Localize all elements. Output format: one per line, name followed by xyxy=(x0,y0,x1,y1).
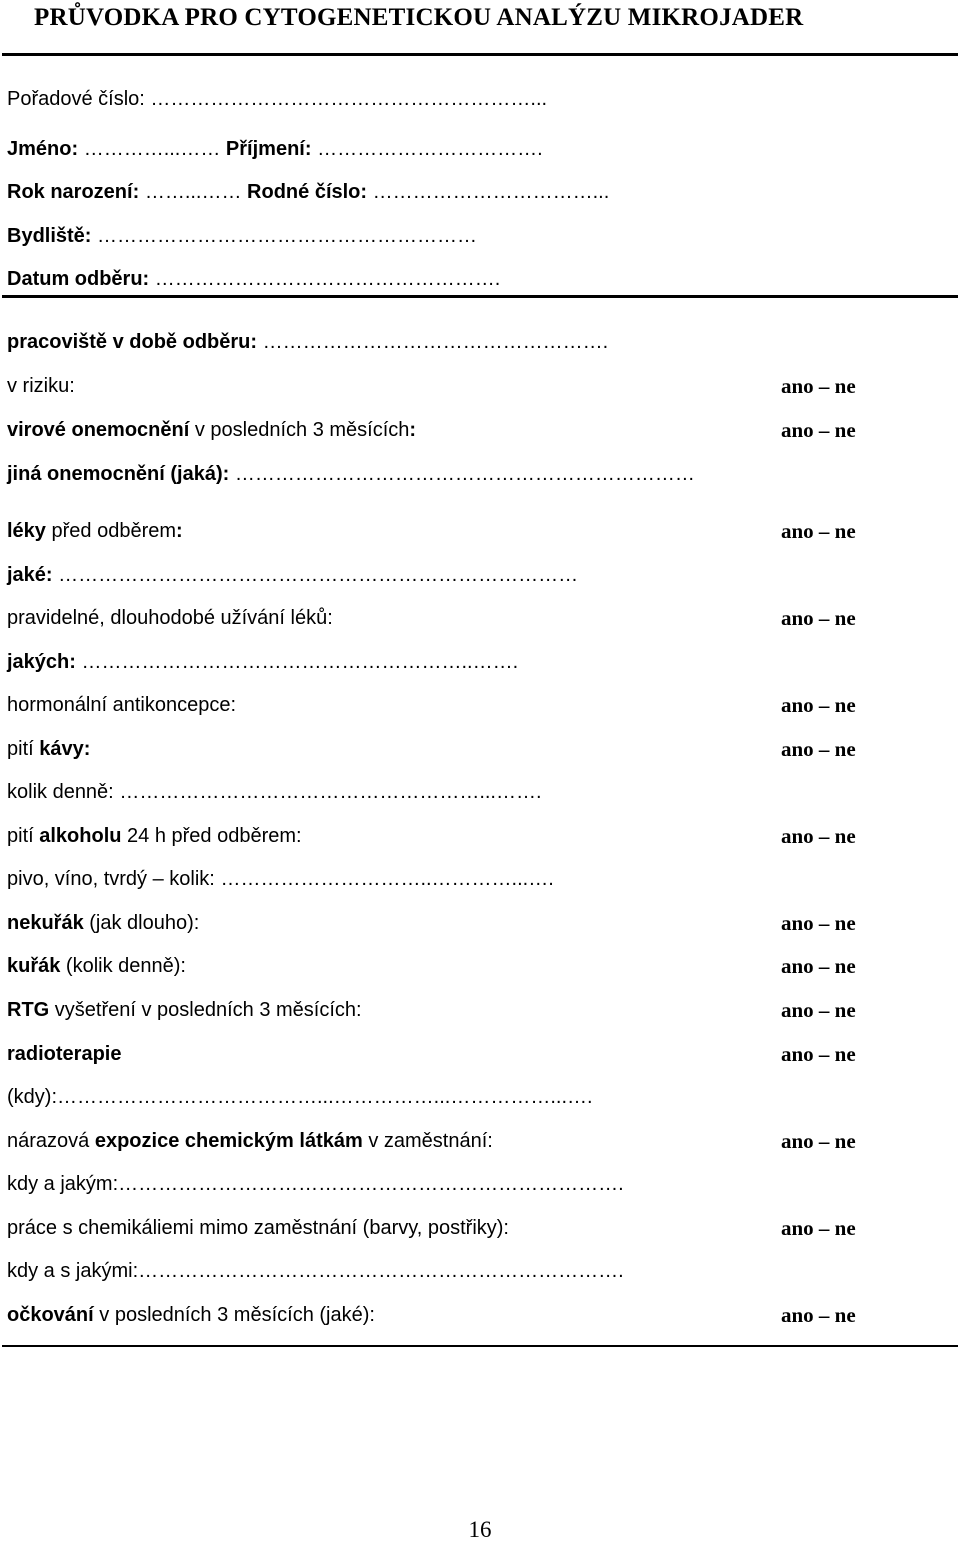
kdy-jakymi-field[interactable]: ………………………………………………………………. xyxy=(138,1260,624,1282)
hormonalni-answer[interactable]: ano – ne xyxy=(781,693,856,717)
kurak-row xyxy=(7,952,186,980)
bydliste-field[interactable]: ………………………………………………… xyxy=(97,225,478,247)
jmeno-row xyxy=(7,135,543,163)
pivo-field[interactable]: …………………………..…………...…. xyxy=(220,868,554,890)
v-riziku-answer[interactable]: ano – ne xyxy=(781,374,856,398)
bydliste-label: Bydliště: xyxy=(7,225,92,247)
jake-row xyxy=(7,561,578,589)
alkohol-label-rest: 24 h před odběrem: xyxy=(121,825,302,847)
kdy-jakymi-label: kdy a s jakými: xyxy=(7,1260,139,1282)
jmeno-label: Jméno: xyxy=(7,138,79,160)
poradove-cislo-label: Pořadové číslo: xyxy=(7,88,145,110)
leky-answer[interactable]: ano – ne xyxy=(781,519,856,543)
pravidelne-label: pravidelné, dlouhodobé užívání léků: xyxy=(7,607,333,629)
ockovani-row xyxy=(7,1301,375,1329)
rtg-answer[interactable]: ano – ne xyxy=(781,998,856,1022)
kava-answer[interactable]: ano – ne xyxy=(781,737,856,761)
rtg-row xyxy=(7,996,362,1024)
virove-label-rest: v posledních 3 měsících xyxy=(189,419,410,441)
datum-odberu-label: Datum odběru: xyxy=(7,268,150,290)
ockovani-answer[interactable]: ano – ne xyxy=(781,1303,856,1327)
alkohol-answer[interactable]: ano – ne xyxy=(781,824,856,848)
rodne-cislo-label: Rodné číslo: xyxy=(247,181,368,203)
nekurak-answer[interactable]: ano – ne xyxy=(781,911,856,935)
rodne-cislo-field[interactable]: ……………………………... xyxy=(372,181,610,203)
jina-onemocneni-row xyxy=(7,460,695,488)
prijmeni-label: Příjmení: xyxy=(225,138,312,160)
ockovani-label-bold: očkování xyxy=(7,1304,94,1326)
header-divider xyxy=(2,295,958,298)
radioterapie-row xyxy=(7,1040,121,1068)
pracoviste-label: pracoviště v době odběru: xyxy=(7,331,258,353)
pivo-label: pivo, víno, tvrdý – kolik: xyxy=(7,868,215,890)
kurak-label-bold: kuřák xyxy=(7,955,61,977)
alkohol-label-pre: pití xyxy=(7,825,40,847)
narazova-row xyxy=(7,1127,493,1155)
jakych-field[interactable]: …………………………………………………..……. xyxy=(81,651,519,673)
jina-onemocneni-label: jiná onemocnění (jaká): xyxy=(7,463,230,485)
virove-answer[interactable]: ano – ne xyxy=(781,418,856,442)
radioterapie-answer[interactable]: ano – ne xyxy=(781,1042,856,1066)
pravidelne-answer[interactable]: ano – ne xyxy=(781,606,856,630)
hormonalni-label: hormonální antikoncepce: xyxy=(7,694,237,716)
narazova-label-pre: nárazová xyxy=(7,1130,95,1152)
kava-row xyxy=(7,735,90,763)
kava-label-bold: kávy: xyxy=(39,738,91,760)
nekurak-row xyxy=(7,909,199,937)
jmeno-field[interactable]: …………...…… xyxy=(83,138,221,160)
kurak-answer[interactable]: ano – ne xyxy=(781,954,856,978)
kdy-jakym-label: kdy a jakým: xyxy=(7,1173,119,1195)
rtg-label-rest: vyšetření v posledních 3 měsících: xyxy=(49,999,362,1021)
kdy-field[interactable]: …………………………………...……………...……………...…. xyxy=(57,1086,593,1108)
jakych-label: jakých: xyxy=(7,651,76,673)
prace-chem-answer[interactable]: ano – ne xyxy=(781,1216,856,1240)
kdy-label: (kdy): xyxy=(7,1086,57,1108)
ockovani-label-rest: v posledních 3 měsících (jaké): xyxy=(93,1304,375,1326)
pivo-row xyxy=(7,865,554,893)
jina-onemocneni-field[interactable]: …………………………………………………………… xyxy=(234,463,695,485)
leky-label-rest: před odběrem xyxy=(45,520,177,542)
kdy-jakym-row xyxy=(7,1170,624,1198)
narazova-answer[interactable]: ano – ne xyxy=(781,1129,856,1153)
bydliste-row xyxy=(7,222,477,250)
kolik-denne-field[interactable]: ………………………………………………...……. xyxy=(119,781,542,803)
virove-row xyxy=(7,416,416,444)
nekurak-label-bold: nekuřák xyxy=(7,912,84,934)
pracoviste-field[interactable]: ……………………………………………. xyxy=(262,331,609,353)
virove-colon: : xyxy=(409,419,417,441)
leky-row xyxy=(7,517,183,545)
prace-chem-label: práce s chemikáliemi mimo zaměstnání (barvy, postřiky): xyxy=(7,1217,509,1239)
rok-narozeni-field[interactable]: ……...…… xyxy=(144,181,242,203)
alkohol-label-bold: alkoholu xyxy=(39,825,122,847)
radioterapie-label: radioterapie xyxy=(7,1043,122,1065)
title-divider xyxy=(2,53,958,56)
kdy-row xyxy=(7,1083,593,1111)
footer-divider xyxy=(2,1345,958,1347)
rok-narozeni-row xyxy=(7,178,609,206)
page-number: 16 xyxy=(468,1517,492,1542)
v-riziku-label: v riziku: xyxy=(7,375,75,397)
kdy-jakymi-row xyxy=(7,1257,624,1285)
narazova-label-rest: v zaměstnání: xyxy=(362,1130,493,1152)
poradove-cislo-field[interactable]: …………………………………………………... xyxy=(150,88,548,110)
poradove-cislo-row xyxy=(7,85,547,113)
nekurak-label-rest: (jak dlouho): xyxy=(83,912,200,934)
rok-narozeni-label: Rok narození: xyxy=(7,181,140,203)
jake-label: jaké: xyxy=(7,564,53,586)
datum-odberu-row xyxy=(7,265,500,293)
jakych-row xyxy=(7,648,518,676)
alkohol-row xyxy=(7,822,302,850)
leky-label-bold: léky xyxy=(7,520,46,542)
leky-colon: : xyxy=(176,520,183,542)
kolik-denne-row xyxy=(7,778,542,806)
virove-label-bold: virové onemocnění xyxy=(7,419,190,441)
page-title: PRŮVODKA PRO CYTOGENETICKOU ANALÝZU MIKROJADER xyxy=(34,4,804,31)
kolik-denne-label: kolik denně: xyxy=(7,781,114,803)
narazova-label-bold: expozice chemickým látkám xyxy=(94,1130,363,1152)
kurak-label-rest: (kolik denně): xyxy=(60,955,186,977)
jake-field[interactable]: …………………………………………………………………… xyxy=(58,564,579,586)
prijmeni-field[interactable]: ……………………………. xyxy=(317,138,543,160)
datum-odberu-field[interactable]: ……………………………………………. xyxy=(154,268,501,290)
pracoviste-row xyxy=(7,328,608,356)
kava-label-pre: pití xyxy=(7,738,40,760)
kdy-jakym-field[interactable]: …………………………………………………………………. xyxy=(118,1173,624,1195)
rtg-label-bold: RTG xyxy=(7,999,50,1021)
